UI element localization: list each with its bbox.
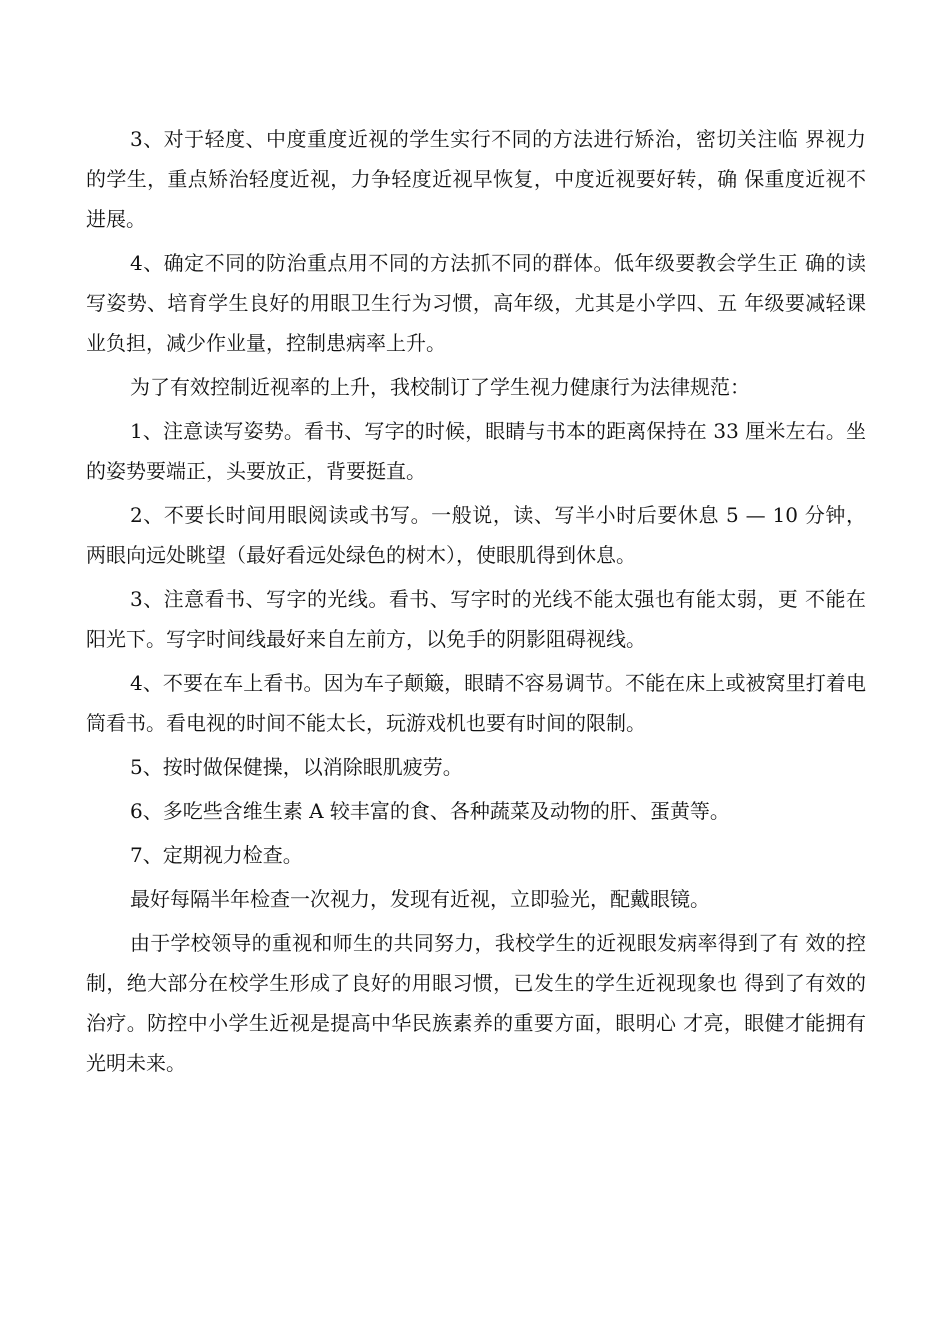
document-body (86, 119, 866, 1087)
paragraph-3-mild-moderate-myopia: 3、对于轻度、中度重度近视的学生实行不同的方法进行矫治，密切关注临 界视力的学生，重点矫治轻度近视，力争轻度近视早恢复，中度近视要好转，确 保重度近视不进展。 (86, 127, 866, 231)
paragraph-rules-intro: 为了有效控制近视率的上升，我校制订了学生视力健康行为法律规范： (130, 375, 750, 399)
paragraph-rule-7-vision-check: 7、定期视力检查。 (130, 843, 303, 867)
paragraph-rule-1-posture: 1、注意读写姿势。看书、写字的时候，眼睛与书本的距离保持在 33 厘米左右。坐的姿势要端正，头要放正，背要挺直。 (86, 419, 866, 483)
paragraph-rule-3-lighting: 3、注意看书、写字的光线。看书、写字时的光线不能太强也有能太弱，更 不能在阳光下。写字时间线最好来自左前方，以免手的阴影阻碍视线。 (86, 587, 866, 651)
paragraph-conclusion: 由于学校领导的重视和师生的共同努力，我校学生的近视眼发病率得到了有 效的控制，绝大部分在校学生形成了良好的用眼习惯，已发生的学生近视现象也 得到了有效的治疗。防控中小学生近视是提高中华民族素养的重要方面，眼明心 才亮，眼健才能拥有光明未来。 (86, 931, 866, 1075)
paragraph-rule-4-no-reading-in-car: 4、不要在车上看书。因为车子颠簸，眼睛不容易调节。不能在床上或被窝里打着电筒看书。看电视的时间不能太长，玩游戏机也要有时间的限制。 (86, 671, 866, 735)
paragraph-rule-2-rest: 2、不要长时间用眼阅读或书写。一般说，读、写半小时后要休息 5 — 10 分钟，两眼向远处眺望（最好看远处绿色的树木），使眼肌得到休息。 (86, 503, 866, 567)
paragraph-half-year-check: 最好每隔半年检查一次视力，发现有近视，立即验光，配戴眼镜。 (130, 887, 710, 911)
paragraph-4-prevention-groups: 4、确定不同的防治重点用不同的方法抓不同的群体。低年级要教会学生正 确的读写姿势、培育学生良好的用眼卫生行为习惯，高年级，尤其是小学四、五 年级要减轻课业负担，减少作业量，控制患病率上升。 (86, 251, 866, 355)
paragraph-rule-5-eye-exercises: 5、按时做保健操，以消除眼肌疲劳。 (130, 755, 463, 779)
paragraph-rule-6-vitamin-a: 6、多吃些含维生素 A 较丰富的食、各种蔬菜及动物的肝、蛋黄等。 (130, 799, 730, 823)
